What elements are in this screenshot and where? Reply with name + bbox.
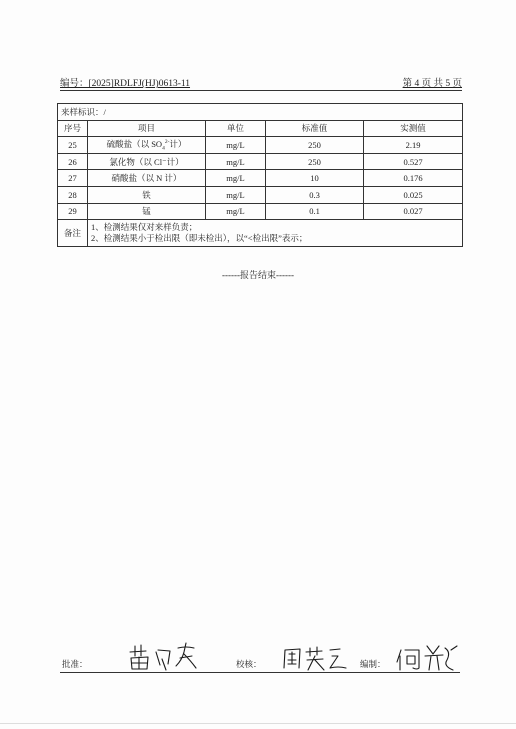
column-header: 标准值 — [266, 120, 364, 137]
note-line: 2、检测结果小于检出限（即未检出），以“<检出限”表示； — [91, 233, 308, 244]
sample-label: 来样标识：/ — [58, 104, 463, 121]
row-measured: 0.027 — [364, 203, 463, 220]
row-measured: 0.527 — [364, 153, 463, 170]
table-row — [58, 137, 463, 154]
column-header: 单位 — [206, 120, 266, 137]
row-number: 29 — [58, 203, 88, 220]
table-row — [58, 170, 463, 187]
page-number: 第 4 页 共 5 页 — [402, 79, 462, 89]
row-standard: 0.1 — [266, 203, 364, 220]
row-measured: 0.025 — [364, 186, 463, 203]
note-line: 1、检测结果仅对来样负责； — [91, 222, 198, 233]
row-measured: 2.19 — [364, 137, 463, 154]
row-standard: 10 — [266, 170, 364, 187]
row-item: 锰 — [88, 203, 206, 220]
notes-label: 备注 — [58, 220, 88, 247]
approve-signature — [126, 638, 206, 672]
document-number: 编号：[2025]RDLFJ(HJ)0613-11 — [60, 79, 191, 89]
table-row — [58, 203, 463, 220]
notes-row — [58, 220, 463, 247]
approve-label: 批准： — [62, 659, 88, 669]
signature-footer — [60, 652, 460, 673]
report-end-mark: ------报告结束------ — [222, 270, 294, 280]
column-header: 序号 — [58, 120, 88, 137]
row-unit: mg/L — [206, 186, 266, 203]
row-item: 铁 — [88, 186, 206, 203]
row-unit: mg/L — [206, 153, 266, 170]
row-standard: 250 — [266, 153, 364, 170]
row-unit: mg/L — [206, 170, 266, 187]
row-number: 27 — [58, 170, 88, 187]
page-bottom-divider — [0, 723, 516, 724]
row-number: 28 — [58, 186, 88, 203]
column-header: 实测值 — [364, 120, 463, 137]
results-table — [57, 103, 463, 247]
review-label: 校核： — [236, 659, 262, 669]
column-header: 项目 — [88, 120, 206, 137]
row-measured: 0.176 — [364, 170, 463, 187]
table-header-row — [58, 120, 463, 137]
row-standard: 250 — [266, 137, 364, 154]
notes-content — [88, 220, 463, 247]
row-number: 25 — [58, 137, 88, 154]
row-standard: 0.3 — [266, 186, 364, 203]
table-row — [58, 153, 463, 170]
compile-label: 编制： — [360, 659, 386, 669]
table-row — [58, 186, 463, 203]
row-item: 硝酸盐（以 N 计） — [88, 170, 206, 187]
row-number: 26 — [58, 153, 88, 170]
sample-id-row — [58, 104, 463, 121]
row-item: 硫酸盐（以 $SO_4^{2-}$计） — [88, 137, 206, 154]
row-unit: mg/L — [206, 137, 266, 154]
review-signature — [280, 644, 350, 672]
page-header — [60, 76, 462, 91]
compile-signature — [395, 642, 461, 672]
row-unit: mg/L — [206, 203, 266, 220]
row-item: 氯化物（以 Cl⁻计） — [88, 153, 206, 170]
